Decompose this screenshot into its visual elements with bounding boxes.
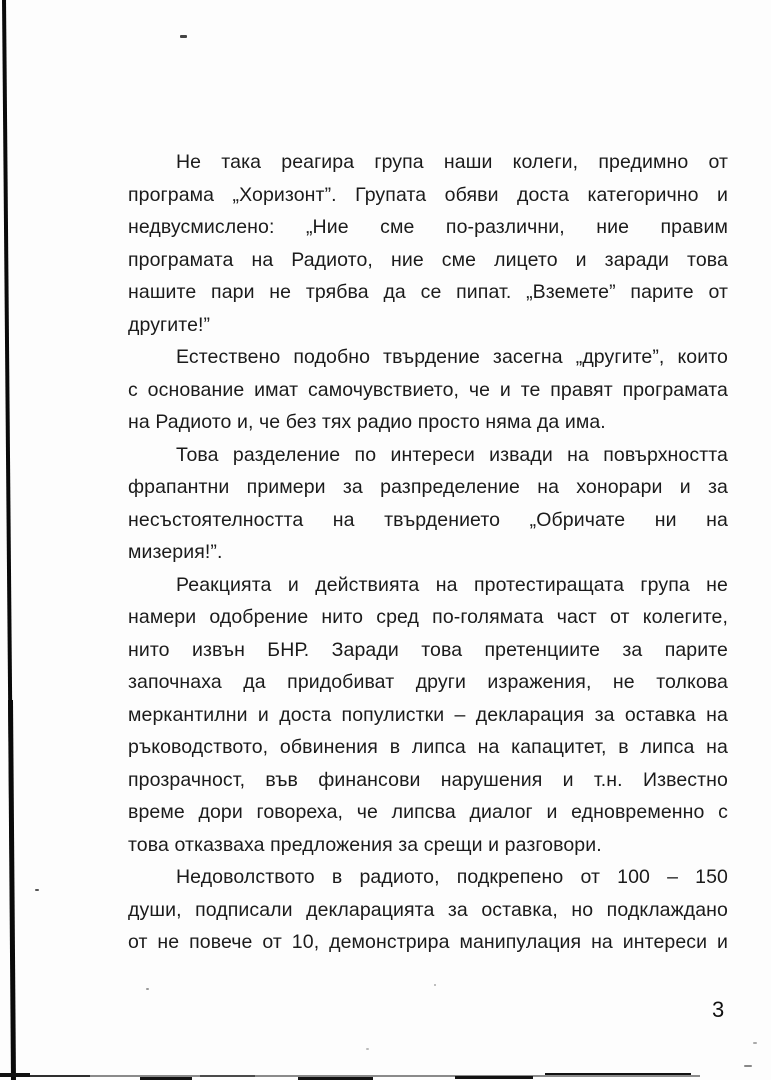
text-line: на Радиото и, че без тях радио просто няма да има. xyxy=(128,411,606,433)
text-line: прозрачност, във финансови нарушения и т.н. Известно xyxy=(128,768,728,791)
scan-bottom-edge-segment xyxy=(545,1073,691,1075)
scan-bottom-edge-segment xyxy=(200,1075,255,1077)
text-line: нито извън БНР. Заради това претенциите за парите xyxy=(128,638,728,661)
text-line: нашите пари не трябва да се пипат. „Вземете” парите от xyxy=(128,281,728,303)
paragraph-3 xyxy=(128,439,728,569)
text-line: несъстоятелността на твърдението „Обричате ни на xyxy=(128,508,728,531)
text-line: Това разделение по интереси извади на повърхността xyxy=(176,443,728,466)
text-line: Недоволството в радиото, подкрепено от 100 – 150 xyxy=(176,866,728,888)
document-text-block xyxy=(128,146,728,959)
scan-speck xyxy=(434,984,436,986)
text-line: фрапантни примери за разпределение на хонорари и за xyxy=(128,476,728,498)
paragraph-2 xyxy=(128,341,728,439)
paragraph-5 xyxy=(128,861,728,959)
page-number: 3 xyxy=(712,997,725,1022)
scan-speck xyxy=(744,1065,752,1067)
scan-left-edge-thick xyxy=(8,700,16,1080)
text-line: Не така реагира група наши колеги, предимно от xyxy=(176,151,728,173)
text-line: това отказваха предложения за срещи и разговори. xyxy=(128,833,602,856)
scan-bottom-edge-segment xyxy=(455,1076,533,1079)
text-line: меркантилни и доста популистки – декларация за оставка на xyxy=(128,703,728,726)
text-line: започнаха да придобиват други изражения, не толкова xyxy=(128,671,728,693)
text-line: Реакцията и действията на протестиращата група не xyxy=(176,573,728,596)
text-line: с основание имат самочувствието, че и те правят програмата xyxy=(128,378,728,401)
scan-speck xyxy=(146,988,149,990)
scan-bottom-edge-segment xyxy=(30,1075,90,1077)
text-line: души, подписали декларацията за оставка, но подклаждано xyxy=(128,898,728,921)
scan-speck xyxy=(366,1048,369,1050)
text-line: ръководството, обвинения в липса на капацитет, в липса на xyxy=(128,736,728,758)
text-line: от не повече от 10, демонстрира манипулация на интереси и xyxy=(128,931,728,953)
text-line: другите!” xyxy=(128,313,211,336)
text-line: мизерия!”. xyxy=(128,541,223,563)
paragraph-4 xyxy=(128,569,728,862)
text-line: намери одобрение нито сред по-голямата част от колегите, xyxy=(128,606,728,628)
scan-speck xyxy=(180,35,187,38)
text-line: програмата на Радиото, ние сме лицето и заради това xyxy=(128,248,728,271)
text-line: време дори говореха, че липсва диалог и едновременно с xyxy=(128,801,728,823)
scan-bottom-edge-segment xyxy=(0,1073,30,1077)
text-line: програма „Хоризонт”. Групата обяви доста категорично и xyxy=(128,183,728,206)
text-line: недвусмислено: „Ние сме по-различни, ние правим xyxy=(128,216,728,238)
text-line: Естествено подобно твърдение засегна „другите”, които xyxy=(176,346,728,368)
scan-speck xyxy=(35,889,39,891)
paragraph-1 xyxy=(128,146,728,341)
scan-speck xyxy=(753,1042,757,1044)
